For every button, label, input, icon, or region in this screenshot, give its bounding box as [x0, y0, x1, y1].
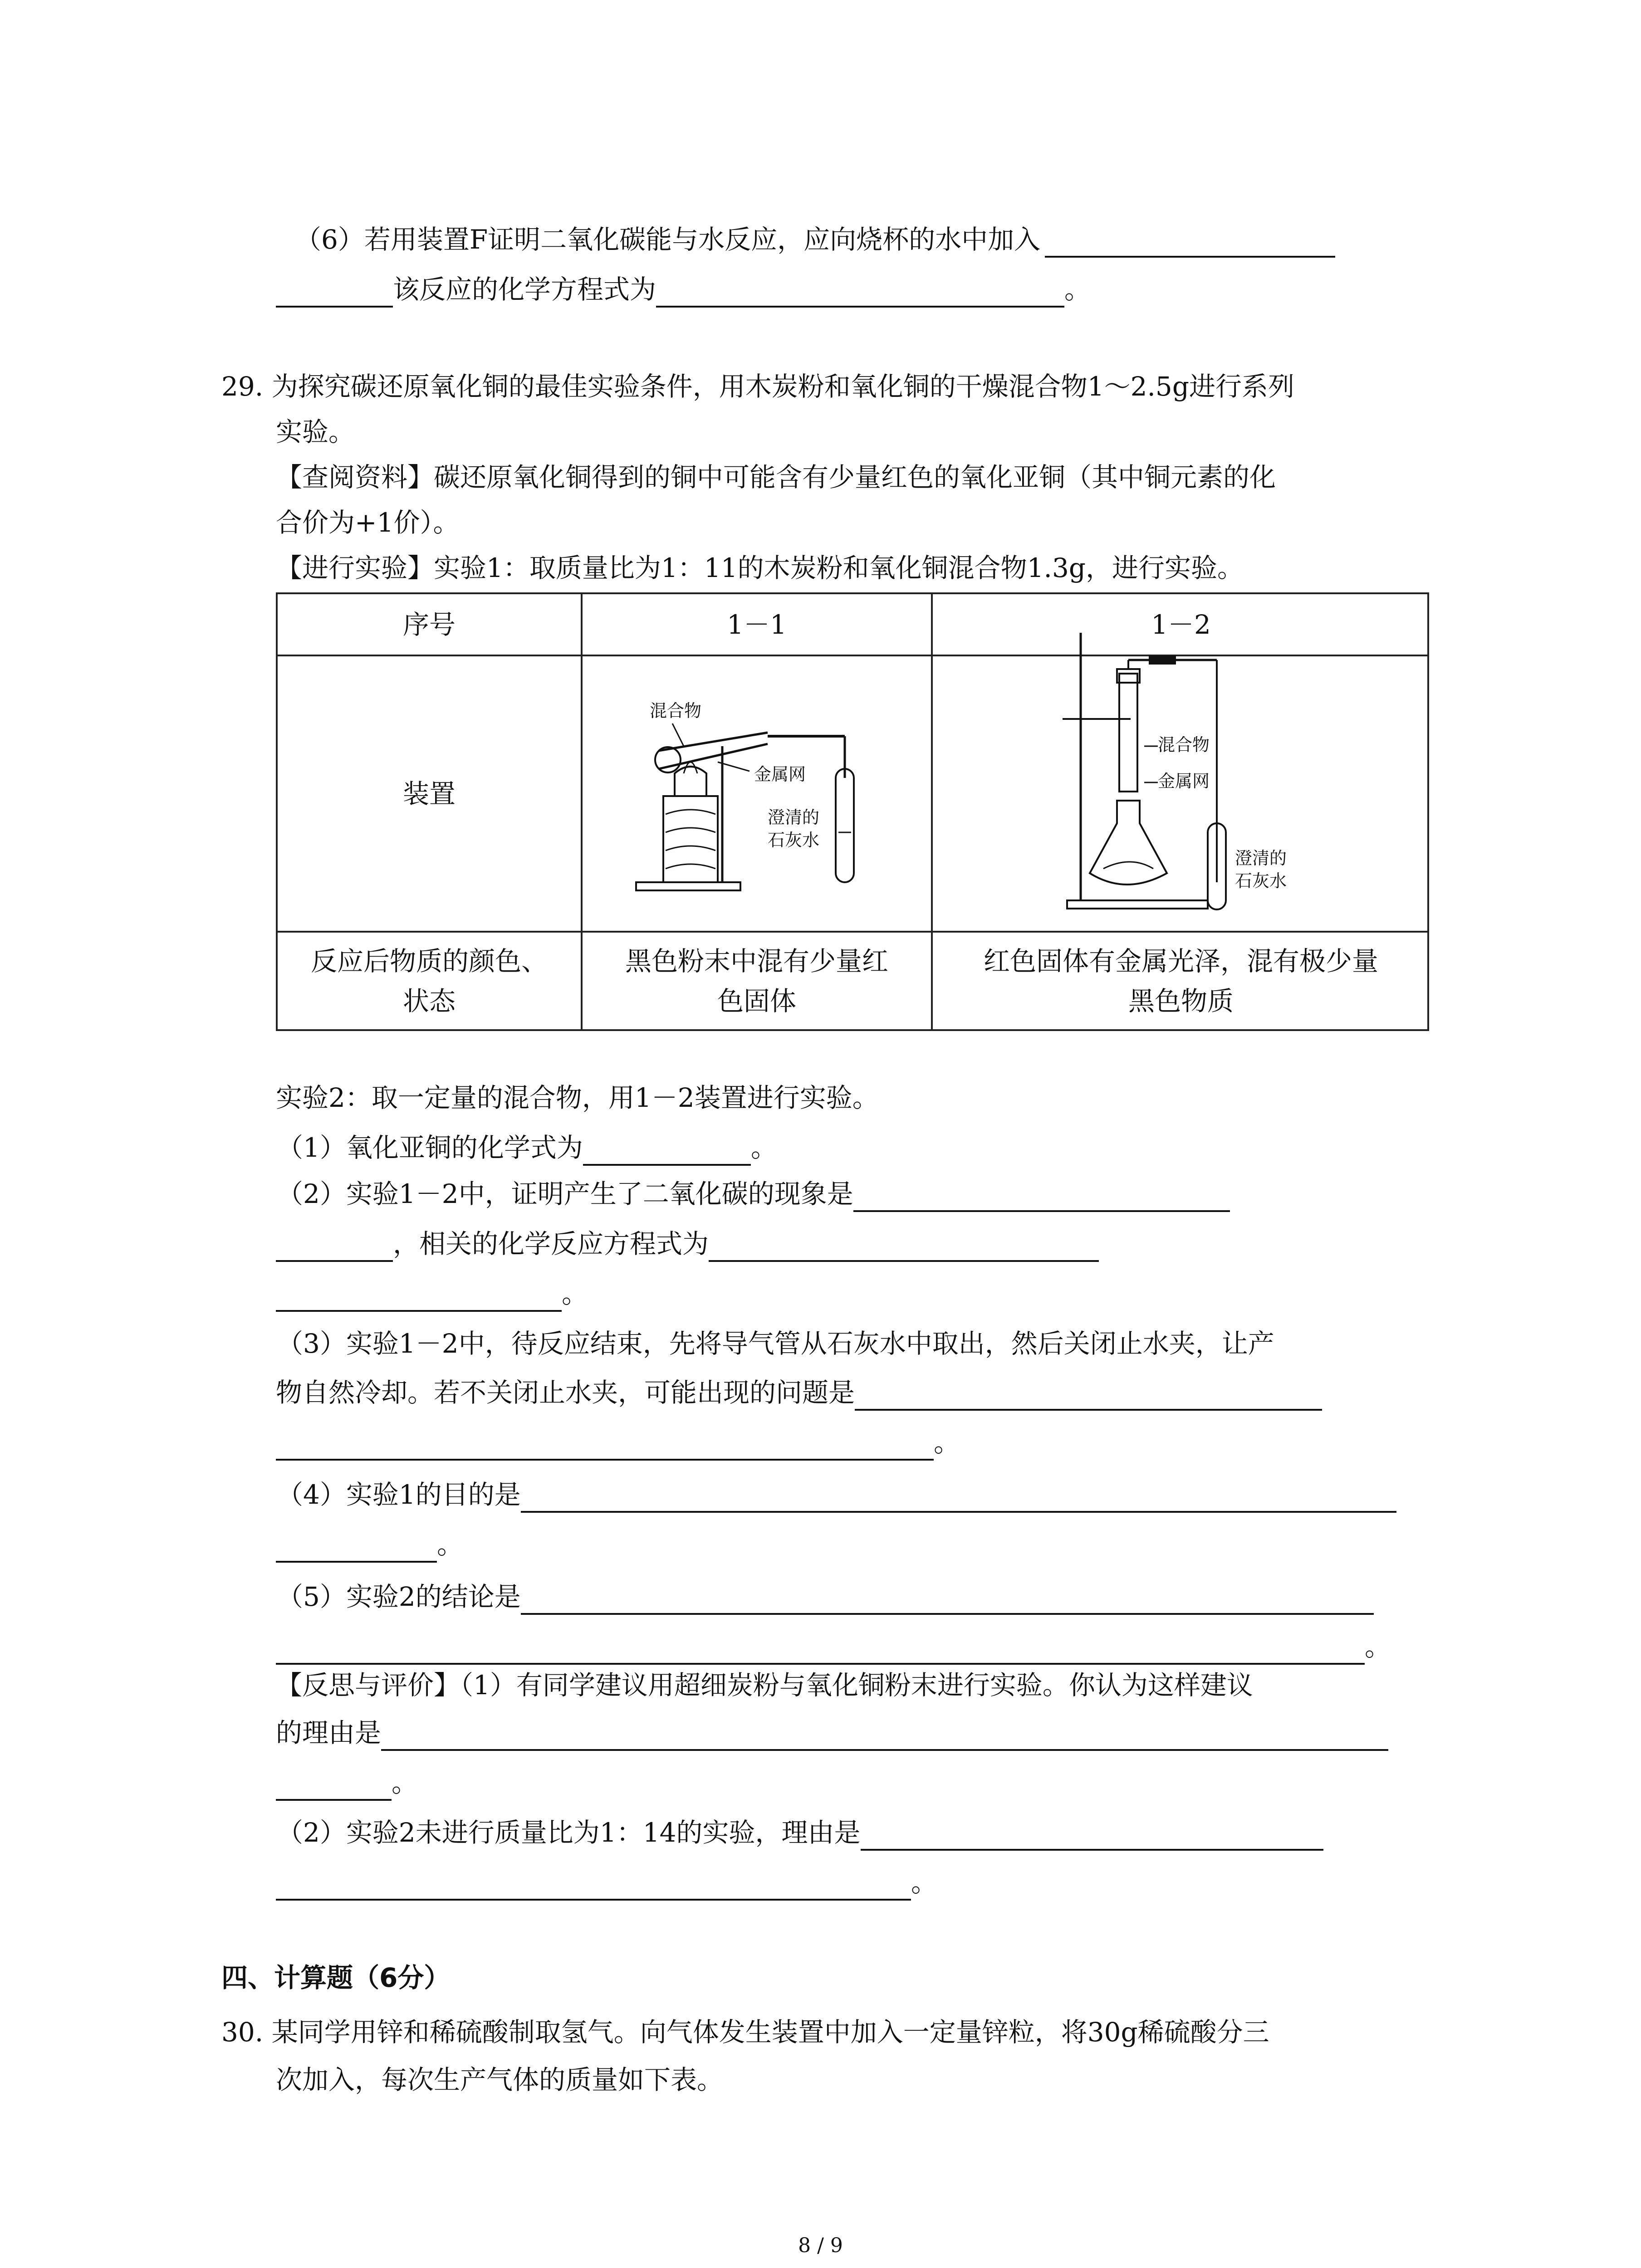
q29-intro-line1	[221, 368, 1294, 405]
section-title: 四、计算题（6分）	[221, 1962, 451, 1993]
answer-blank[interactable]	[276, 1871, 911, 1901]
q29-intro: 为探究碳还原氧化铜的最佳实验条件，用木炭粉和氧化铜的干燥混合物1～2.5g进行系列	[271, 371, 1294, 402]
answer-blank[interactable]	[276, 1232, 393, 1262]
q29-reflection1-line3	[276, 1765, 418, 1801]
q30-line1	[221, 2014, 1269, 2050]
answer-blank[interactable]	[381, 1721, 1388, 1751]
q29-intro-line2: 实验。	[276, 416, 355, 447]
q29-sub2-line1	[277, 1176, 1230, 1212]
q28-6-line1	[295, 221, 1335, 258]
answer-blank[interactable]	[709, 1232, 1099, 1262]
q29-sub4-line2	[276, 1526, 463, 1563]
table-header-1-2: 1－2	[1151, 609, 1211, 640]
q29-sub3-line3	[276, 1424, 960, 1461]
table-header-1-1: 1－1	[727, 609, 787, 640]
page-number: 8 / 9	[798, 2234, 843, 2257]
q29-reference-line1: 【查阅资料】碳还原氧化铜得到的铜中可能含有少量红色的氧化亚铜（其中铜元素的化	[276, 462, 1276, 493]
answer-blank[interactable]	[855, 1381, 1322, 1411]
fig1-label-mesh: 金属网	[754, 764, 806, 784]
q30-line2: 次加入，每次生产气体的质量如下表。	[276, 2064, 724, 2095]
table-row-device-label: 装置	[402, 778, 456, 809]
result-label-line2: 状态	[402, 985, 456, 1017]
period: 。	[1365, 1631, 1391, 1662]
q28-6-text: （6）若用装置F证明二氧化碳能与水反应，应向烧杯的水中加入	[295, 224, 1041, 255]
q29-sub5-line1	[277, 1579, 1374, 1615]
answer-blank[interactable]	[861, 1821, 1323, 1851]
q29-sub3-line2	[276, 1374, 1322, 1411]
result-1-2-line1: 红色固体有金属光泽，混有极少量	[983, 945, 1378, 977]
answer-blank[interactable]	[276, 1431, 934, 1461]
q29-reflection2-line1	[277, 1814, 1323, 1851]
q29-sub2-equation-label: ，相关的化学反应方程式为	[393, 1228, 709, 1259]
table-result-1-2	[933, 933, 1429, 1029]
q29-reflection2-text: （2）实验2未进行质量比为1：14的实验，理由是	[277, 1817, 861, 1848]
table-row-result-label	[278, 933, 581, 1029]
period: 。	[934, 1427, 960, 1458]
q29-reflection1-text: 的理由是	[276, 1717, 382, 1748]
period: 。	[392, 1767, 418, 1798]
fig2-label-mesh: 金属网	[1158, 771, 1210, 791]
q29-sub3-text: 物自然冷却。若不关闭止水夹，可能出现的问题是	[276, 1377, 855, 1408]
answer-blank[interactable]	[276, 1635, 1365, 1665]
answer-blank[interactable]	[656, 278, 1064, 308]
q29-sub2-line3	[276, 1276, 588, 1312]
q29-sub3-line1: （3）实验1－2中，待反应结束，先将导气管从石灰水中取出，然后关闭止水夹，让产	[277, 1328, 1274, 1359]
q29-experiment2: 实验2：取一定量的混合物，用1－2装置进行实验。	[276, 1082, 879, 1113]
answer-blank[interactable]	[521, 1483, 1396, 1513]
q28-6-line2	[276, 271, 1091, 308]
q29-sub1	[277, 1129, 777, 1166]
q30-text: 某同学用锌和稀硫酸制取氢气。向气体发生装置中加入一定量锌粒，将30g稀硫酸分三	[271, 2017, 1269, 2048]
q29-reference-line2: 合价为+1价）。	[276, 507, 460, 538]
q29-reflection1-line1: 【反思与评价】（1）有同学建议用超细炭粉与氧化铜粉末进行实验。你认为这样建议	[276, 1670, 1253, 1701]
q28-6-equation-label: 该反应的化学方程式为	[393, 274, 656, 305]
q29-sub2-text: （2）实验1－2中，证明产生了二氧化碳的现象是	[277, 1178, 853, 1209]
result-label-line1: 反应后物质的颜色、	[310, 945, 548, 977]
q29-sub5-line2	[276, 1628, 1391, 1665]
q29-reflection2-line2	[276, 1864, 937, 1901]
q29-sub4-text: （4）实验1的目的是	[277, 1479, 521, 1510]
q29-sub4-line1	[277, 1476, 1396, 1513]
answer-blank[interactable]	[583, 1136, 751, 1166]
apparatus-1-2-figure	[1049, 610, 1330, 923]
period: 。	[437, 1529, 464, 1560]
period: 。	[750, 1132, 777, 1163]
period: 。	[1064, 274, 1091, 305]
answer-blank[interactable]	[521, 1585, 1374, 1615]
answer-blank[interactable]	[276, 278, 393, 308]
answer-blank[interactable]	[853, 1182, 1230, 1212]
fig1-label-mixture: 混合物	[650, 701, 702, 721]
result-1-1-line1: 黑色粉末中混有少量红	[625, 945, 888, 977]
fig1-label-limewater-2: 石灰水	[768, 830, 820, 850]
fig2-label-mixture: 混合物	[1158, 735, 1210, 755]
period: 。	[562, 1278, 588, 1309]
answer-blank[interactable]	[276, 1282, 562, 1312]
answer-blank[interactable]	[276, 1771, 392, 1801]
q29-sub2-line2	[276, 1226, 1099, 1262]
result-1-2-line2: 黑色物质	[1128, 985, 1234, 1017]
q29-sub5-text: （5）实验2的结论是	[277, 1581, 521, 1612]
fig1-label-limewater: 澄清的	[768, 807, 820, 827]
apparatus-1-1-figure	[632, 683, 904, 909]
answer-blank[interactable]	[1045, 228, 1335, 258]
table-result-1-1	[583, 933, 931, 1029]
experiment-table	[276, 592, 1429, 1031]
period: 。	[911, 1867, 938, 1898]
result-1-1-line2: 色固体	[717, 985, 796, 1017]
q29-sub1-text: （1）氧化亚铜的化学式为	[277, 1132, 583, 1163]
q29-experiment1: 【进行实验】实验1：取质量比为1：11的木炭粉和氧化铜混合物1.3g，进行实验。	[276, 552, 1244, 583]
q29-reflection1-line2	[276, 1715, 1388, 1751]
question-number: 30.	[221, 2017, 264, 2048]
fig2-label-limewater-2: 石灰水	[1235, 871, 1287, 891]
table-header-index: 序号	[402, 609, 456, 640]
question-number: 29.	[221, 371, 264, 402]
fig2-label-limewater: 澄清的	[1235, 848, 1287, 868]
answer-blank[interactable]	[276, 1533, 437, 1563]
